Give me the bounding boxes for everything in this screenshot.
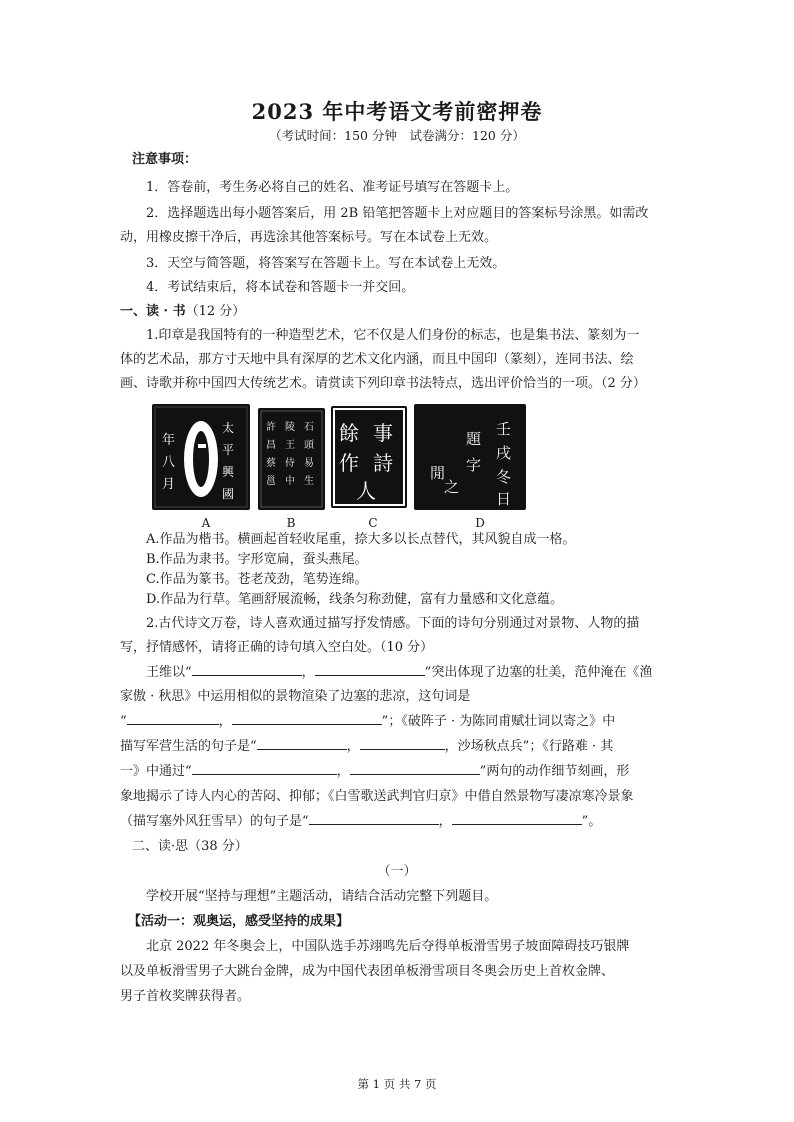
fill-text: ， — [336, 764, 350, 779]
fill-line-1 — [146, 661, 706, 685]
svg-text:事: 事 — [373, 421, 393, 445]
note-item: 4．考试结束后，将本试卷和答题卡一并交回。 — [146, 280, 415, 295]
svg-text:蔡: 蔡 — [266, 458, 276, 469]
svg-text:國: 國 — [222, 487, 235, 501]
activity-one-title: 【活动一：观奥运，感受坚持的成果】 — [128, 914, 350, 929]
q2-text: 写，抒情感怀，请将正确的诗句填入空白处。（10 分） — [120, 640, 434, 655]
fill-line-4 — [120, 735, 680, 759]
svg-text:年: 年 — [162, 433, 176, 448]
svg-text:中: 中 — [285, 476, 295, 487]
svg-text:日: 日 — [496, 490, 512, 508]
svg-text:興: 興 — [222, 465, 235, 479]
svg-text:邕: 邕 — [266, 476, 276, 487]
svg-text:壬: 壬 — [496, 420, 512, 438]
svg-text:作: 作 — [339, 451, 359, 475]
section1-score: （12 分） — [185, 304, 246, 319]
svg-text:平: 平 — [222, 443, 235, 457]
section1-title: 一、读 · 书 — [120, 304, 186, 319]
svg-text:八: 八 — [162, 455, 176, 470]
blank-field[interactable] — [309, 810, 439, 825]
option-c: C.作品为篆书。苍老茂劲，笔势连绵。 — [146, 572, 368, 587]
fill-text: ， — [218, 714, 232, 729]
blank-field[interactable] — [127, 710, 219, 725]
note-item: 1．答卷前，考生务必将自己的姓名、准考证号填写在答题卡上。 — [146, 180, 519, 195]
seal-label-b: B — [286, 516, 296, 530]
fill-text: ”突出体现了边塞的壮美，范仲淹在《渔 — [424, 665, 653, 680]
svg-text:侍: 侍 — [285, 458, 295, 469]
svg-text:石: 石 — [304, 422, 314, 433]
seal-image-c — [331, 406, 407, 508]
fill-text: ，沙场秋点兵”；《行路难 · 其 — [444, 739, 614, 754]
note-item: 动，用橡皮擦干净后，再选涂其他答案标号。写在本试卷上无效。 — [120, 230, 498, 245]
fill-text: ， — [301, 665, 315, 680]
note-item: 3．天空与简答题，将答案写在答题卡上。写在本试卷上无效。 — [146, 256, 506, 271]
section1-heading — [120, 300, 680, 324]
q1-text: 1.印章是我国特有的一种造型艺术，它不仅是人们身份的标志，也是集书法、篆刻为一 — [146, 328, 640, 343]
fill-line-2: 家傲 · 秋思》中运用相似的景物渲染了边塞的悲凉，这句词是 — [120, 689, 471, 704]
seal-image-b — [258, 408, 325, 510]
fill-text: 王维以“ — [146, 665, 192, 680]
fill-text: ”。 — [581, 814, 602, 829]
seal-image-a — [152, 404, 250, 510]
svg-text:冬: 冬 — [496, 468, 512, 486]
fill-text: “ — [120, 714, 127, 729]
section2-intro: 学校开展“坚持与理想”主题活动，请结合活动完整下列题目。 — [146, 889, 498, 904]
svg-text:餘: 餘 — [339, 421, 359, 445]
section2-heading: 二、读·思（38 分） — [132, 839, 248, 854]
passage-line: 以及单板滑雪男子大跳台金牌，成为中国代表团单板滑雪项目冬奥会历史上首枚金牌、 — [120, 964, 615, 979]
blank-field[interactable] — [360, 735, 445, 750]
fill-line-5 — [120, 760, 680, 784]
page-footer: 第 1 页 共 7 页 — [357, 1077, 437, 1091]
fill-text: ”两句的动作细节刻画，形 — [479, 764, 630, 779]
blank-field[interactable] — [350, 760, 480, 775]
svg-text:生: 生 — [304, 476, 314, 487]
seal-label-c: C — [368, 516, 378, 530]
q1-text: 画、诗歌并称中国四大传统艺术。请赏读下列印章书法特点，选出评价恰当的一项。（2 分） — [120, 376, 646, 391]
q2-text: 2.古代诗文万卷，诗人喜欢通过描写抒发情感。下面的诗句分别通过对景物、人物的描 — [146, 616, 640, 631]
option-b: B.作品为隶书。字形宽扁，蚕头燕尾。 — [146, 552, 368, 567]
blank-field[interactable] — [192, 760, 337, 775]
fill-text: ， — [438, 814, 452, 829]
option-d: D.作品为行草。笔画舒展流畅，线条匀称劲健，富有力量感和文化意蕴。 — [146, 592, 564, 607]
q1-text: 体的艺术品，那方寸天地中具有深厚的艺术文化内涵，而且中国印（篆刻），连同书法、绘 — [120, 352, 634, 367]
blank-field[interactable] — [192, 661, 302, 676]
svg-text:閒: 閒 — [430, 464, 446, 482]
seal-label-d: D — [475, 516, 485, 530]
svg-text:人: 人 — [356, 479, 376, 503]
fill-line-3 — [120, 710, 680, 734]
svg-text:字: 字 — [466, 456, 482, 474]
svg-text:詩: 詩 — [373, 451, 393, 475]
blank-field[interactable] — [257, 735, 347, 750]
fill-text: 一》中通过“ — [120, 764, 192, 779]
fill-line-7 — [120, 810, 680, 834]
notes-heading: 注意事项： — [132, 152, 198, 167]
exam-title: 2023 年中考语文考前密押卷 — [251, 99, 543, 124]
svg-text:之: 之 — [444, 478, 460, 496]
blank-field[interactable] — [452, 810, 582, 825]
blank-field[interactable] — [315, 661, 425, 676]
svg-text:王: 王 — [285, 440, 295, 451]
svg-text:太: 太 — [222, 421, 235, 435]
option-a: A.作品为楷书。横画起首轻收尾重，捺大多以长点替代，其风貌自成一格。 — [146, 532, 576, 547]
fill-text: ， — [346, 739, 360, 754]
fill-text: （描写塞外风狂雪早）的句子是“ — [120, 814, 309, 829]
seal-image-d — [414, 404, 526, 510]
svg-text:許: 許 — [266, 422, 276, 433]
svg-text:月: 月 — [162, 477, 176, 492]
fill-text: 描写军营生活的句子是“ — [120, 739, 257, 754]
svg-text:戌: 戌 — [496, 444, 512, 462]
fill-text: ”；《破阵子 · 为陈同甫赋壮词以寄之》中 — [381, 714, 616, 729]
seal-label-a: A — [201, 516, 211, 530]
section2-part: （一） — [377, 864, 417, 879]
svg-text:頭: 頭 — [304, 440, 314, 451]
blank-field[interactable] — [232, 710, 382, 725]
svg-text:昌: 昌 — [266, 440, 276, 451]
passage-line: 男子首枚奖牌获得者。 — [120, 989, 251, 1004]
note-item: 2．选择题选出每小题答案后，用 2B 铅笔把答题卡上对应题目的答案标号涂黑。如需改 — [146, 206, 649, 221]
exam-subtitle: （考试时间：150 分钟 试卷满分：120 分） — [269, 128, 525, 143]
svg-text:題: 題 — [466, 430, 482, 448]
svg-text:易: 易 — [304, 458, 314, 469]
fill-line-6: 象地揭示了诗人内心的苦闷、抑郁；《白雪歌送武判官归京》中借自然景物写凄凉寒冷景象 — [120, 789, 634, 804]
passage-line: 北京 2022 年冬奥会上，中国队选手苏翊鸣先后夺得单板滑雪男子坡面障碍技巧银牌 — [146, 939, 630, 954]
svg-text:陵: 陵 — [285, 422, 295, 433]
